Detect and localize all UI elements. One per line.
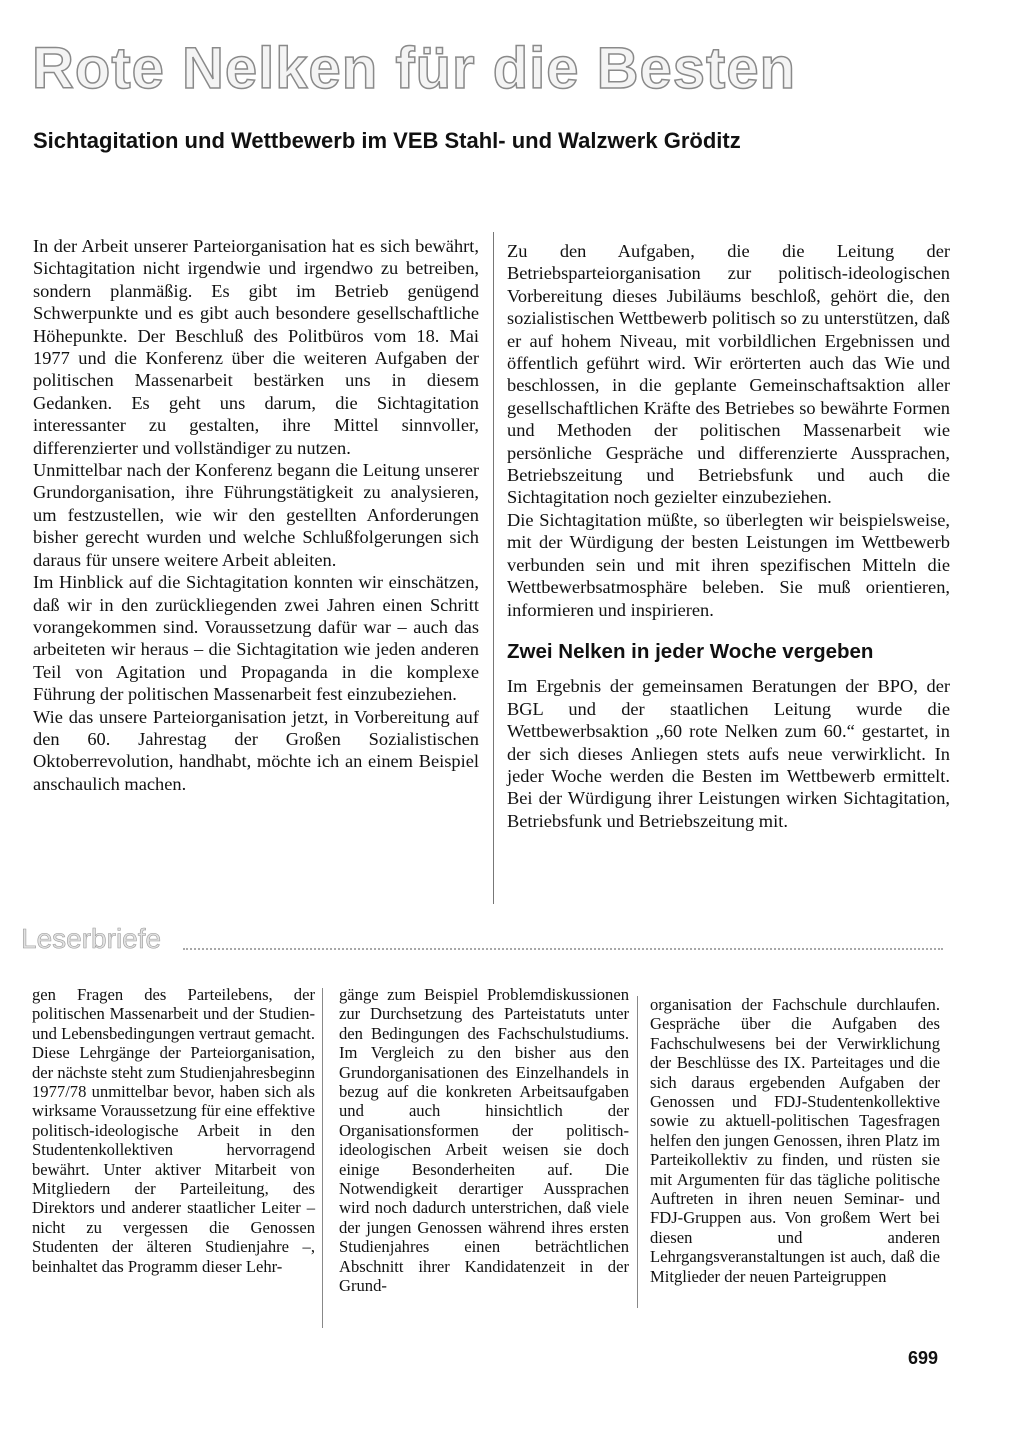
rubric-dotted-rule	[183, 948, 943, 950]
article-paragraph: Die Sichtagitation müßte, so überlegten wir beispielsweise, mit der Würdigung der besten Leistungen im Wettbewerb verbunden sein und mit ihren spezifischen Mitteln die Wettbewerbsatmosphäre beleben. Sie muß orientieren, informieren und inspirieren.	[507, 509, 950, 620]
article-paragraph: Wie das unsere Parteiorganisation jetzt, in Vorbereitung auf den 60. Jahrestag der Großen Sozialistischen Oktoberrevolution, handhabt, möchte ich an einem Beispiel anschaulich machen.	[33, 706, 479, 794]
headline: Rote Nelken für die Besten	[32, 36, 797, 101]
page-number: 699	[908, 1348, 939, 1368]
letters-column-2	[339, 985, 629, 1296]
letters-text: organisation der Fachschule durchlaufen. Gespräche über die Aufgaben des Fachschulwesens bei der Verwirklichung der Beschlüsse des IX. Parteitages und die sich daraus ergebenden Aufgaben der Genossen und FDJ-Studentenkollektive sowie zu aktuell-politischen Tagesfragen helfen den jungen Genossen, ihren Platz im Parteikollektiv zu finden, und rüsten sie mit Argumenten für das tägliche politische Auftreten in ihren neuen Seminar- und FDJ-Gruppen aus. Von großem Wert bei diesen und anderen Lehrgangsveranstaltungen ist auch, daß die Mitglieder der neuen Parteigruppen	[650, 995, 940, 1286]
column-divider	[493, 232, 494, 904]
article-column-left	[33, 235, 479, 795]
article-paragraph: Unmittelbar nach der Konferenz begann die Leitung unserer Grundorganisation, ihre Führungstätigkeit zu analysieren, um festzustellen, wie wir den gestellten Anforderungen bisher gerecht wurden und welche Schlußfolgerungen sich daraus für unsere weitere Arbeit ableiten.	[33, 460, 479, 570]
article-paragraph: Im Hinblick auf die Sichtagitation konnten wir einschätzen, daß wir in den zurückliegenden zwei Jahren einen Schritt vorangekommen sind. Voraussetzung dafür war – auch das arbeiteten wir heraus – die Sichtagitation wie jeden anderen Teil von Agitation und Propaganda in die komplexe Führung der politischen Massenarbeit fest einzubeziehen.	[33, 572, 479, 705]
article-paragraph: Zu den Aufgaben, die die Leitung der Betriebsparteiorganisation zur politisch-ideologischen Vorbereitung dieses Jubiläums beschloß, gehört die, den sozialistischen Wettbewerb politisch so zu unterstützen, daß er auf hohem Niveau, mit vorbildlichen Ergebnissen und öffentlich geführt wird. Wir erörterten auch das Wie und beschlossen, in die geplante Gemeinschaftsaktion aller gesellschaftlichen Kräfte des Betriebes so bewährte Formen und Methoden der politischen Massenarbeit wie persönliche Gespräche und differenzierte Aussprachen, Betriebszeitung und Betriebsfunk und auch die Sichtagitation noch gezielter einzubeziehen.	[507, 241, 950, 508]
article-paragraph: In der Arbeit unserer Parteiorganisation hat es sich bewährt, Sichtagitation nicht irgendwie und irgendwo zu betreiben, sondern planmäßig. Es gibt im Betrieb genügend Schwerpunkte und es gibt auch besondere gesellschaftliche Höhepunkte. Der Beschluß des Politbüros vom 18. Mai 1977 und die Konferenz über die weiteren Aufgaben der politischen Massenarbeit bestärken uns in diesem Gedanken. Es geht uns darum, die Sichtagitation interessanter zu gestalten, ihre Mittel sinnvoller, differenzierter und vollständiger zu nutzen.	[33, 236, 479, 458]
column-divider	[637, 996, 638, 1308]
letters-rubric: Leserbriefe	[21, 923, 162, 954]
article-column-right	[507, 240, 950, 832]
column-divider	[322, 988, 323, 1328]
subheadline: Sichtagitation und Wettbewerb im VEB Stahl- und Walzwerk Gröditz	[33, 128, 741, 153]
article-paragraph: Im Ergebnis der gemeinsamen Beratungen der BPO, der BGL und der staatlichen Leitung wurde die Wettbewerbsaktion „60 rote Nelken zum 60.“ gestartet, in der sich dieses Anliegen stets aufs neue verwirklicht. In jeder Woche werden die Besten im Wettbewerb ermittelt. Bei der Würdigung ihrer Leistungen wirken Sichtagitation, Betriebsfunk und Betriebszeitung mit.	[507, 676, 950, 831]
letters-column-3	[650, 995, 940, 1286]
section-heading: Zwei Nelken in jeder Woche vergeben	[507, 639, 874, 663]
letters-text: gänge zum Beispiel Problemdiskussionen zur Durchsetzung des Parteistatuts unter den Bedingungen des Fachschulstudiums. Im Vergleich zu den bisher aus den Grundorganisationen des Einzelhandels in bezug auf die konkreten Arbeitsaufgaben und auch hinsichtlich der Organisationsformen der politisch-ideologischen Arbeit weisen sie doch einige Besonderheiten auf. Die Notwendigkeit derartiger Aussprachen wird noch dadurch unterstrichen, daß viele der jungen Genossen während ihres ersten Studienjahres einen beträchtlichen Abschnitt ihrer Kandidatenzeit in der Grund-	[339, 985, 629, 1296]
letters-column-1	[32, 985, 315, 1276]
letters-text: gen Fragen des Parteilebens, der politischen Massenarbeit und der Studien- und Lebensbedingungen vertraut gemacht. Diese Lehrgänge der Parteiorganisation, der nächste steht zum Studienjahresbeginn 1977/78 unmittelbar bevor, haben sich als wirksame Voraussetzung für eine effektive politisch-ideologische Arbeit in den Studentenkollektiven hervorragend bewährt. Unter aktiver Mitarbeit von Mitgliedern der Parteileitung, des Direktors und anderer staatlicher Leiter – nicht zu vergessen die Genossen Studenten der älteren Studienjahre –, beinhaltet das Programm dieser Lehr-	[32, 985, 315, 1276]
